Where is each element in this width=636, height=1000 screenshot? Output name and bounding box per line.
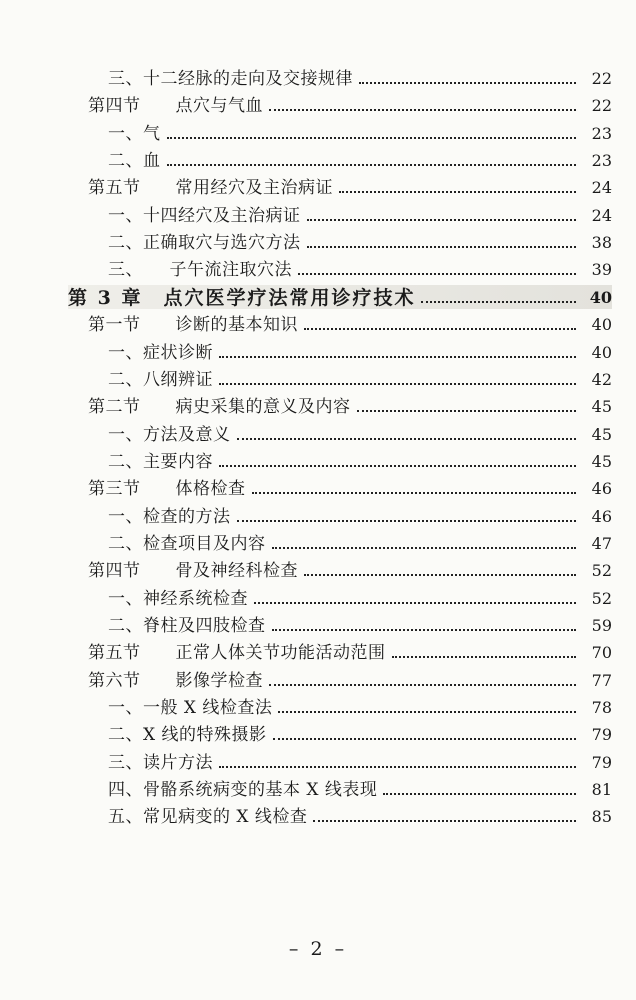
- page-number: – 2 –: [288, 938, 348, 960]
- dot-leader: [237, 438, 577, 440]
- toc-label: 五、常见病变的 X 线检查: [108, 807, 308, 828]
- dot-leader: [383, 793, 576, 795]
- toc-page-number: 23: [591, 123, 612, 143]
- toc-subsection: [108, 148, 612, 172]
- dot-leader: [269, 684, 576, 686]
- toc-section: [88, 394, 612, 418]
- toc-label: 二、脊柱及四肢检查: [108, 616, 266, 636]
- dot-leader: [219, 383, 576, 385]
- dot-leader: [278, 711, 576, 713]
- toc-subsection: [108, 504, 612, 528]
- dot-leader: [219, 356, 576, 358]
- toc-page-number: 77: [591, 670, 612, 690]
- toc-label: 二、检查项目及内容: [108, 533, 266, 554]
- toc-subsection: [108, 531, 612, 555]
- toc-subsection: [108, 695, 612, 719]
- toc-section: [88, 640, 612, 664]
- toc-label: 第四节 点穴与气血: [88, 96, 263, 117]
- toc-page-number: 46: [591, 506, 612, 526]
- toc-page-number: 59: [591, 616, 612, 635]
- dot-leader: [307, 219, 577, 221]
- dot-leader: [272, 629, 577, 631]
- toc-label: 一、一般 X 线检查法: [108, 698, 273, 719]
- dot-leader: [237, 520, 577, 522]
- toc-page-number: 85: [591, 807, 612, 827]
- toc-label: 第六节 影像学检查: [88, 670, 263, 691]
- toc-label: 第一节 诊断的基本知识: [88, 315, 298, 336]
- toc-page-number: 78: [591, 698, 612, 718]
- toc-page-number: 47: [591, 533, 612, 553]
- dot-leader: [313, 820, 576, 822]
- dot-leader: [219, 766, 576, 768]
- toc-subsection: [108, 66, 612, 90]
- toc-page-number: 45: [591, 451, 612, 471]
- toc-label: 二、X 线的特殊摄影: [108, 725, 267, 746]
- toc-page-number: 70: [591, 643, 612, 663]
- toc-subsection: [108, 750, 612, 774]
- toc-section: [88, 668, 612, 692]
- toc-label: 二、八纲辨证: [108, 369, 213, 390]
- toc-subsection: [108, 422, 612, 446]
- dot-leader: [167, 164, 577, 166]
- toc-subsection: [108, 722, 612, 746]
- toc-label: 第 3 章 点穴医学疗法常用诊疗技术: [68, 286, 416, 309]
- toc-page-number: 40: [589, 287, 612, 307]
- toc-chapter: [68, 285, 612, 309]
- toc-page-number: 46: [591, 479, 612, 499]
- toc-label: 二、主要内容: [108, 451, 213, 472]
- toc-section: [88, 175, 612, 199]
- toc-page-number: 79: [591, 752, 612, 772]
- toc-section: [88, 476, 612, 500]
- toc-page-number: 40: [591, 342, 612, 362]
- toc-section: [88, 558, 612, 582]
- dot-leader: [298, 273, 576, 275]
- dot-leader: [359, 82, 576, 84]
- toc-label: 第四节 骨及神经科检查: [88, 561, 298, 582]
- toc-page-number: 38: [591, 233, 612, 253]
- toc-page-number: 24: [591, 205, 612, 225]
- toc-label: 四、骨骼系统病变的基本 X 线表现: [108, 780, 378, 801]
- toc-page-number: 45: [591, 424, 612, 444]
- toc-page-number: 40: [591, 315, 612, 335]
- toc-subsection: [108, 340, 612, 364]
- dot-leader: [304, 328, 576, 330]
- toc-page-number: 45: [591, 397, 612, 417]
- toc-subsection: [108, 586, 612, 610]
- dot-leader: [273, 738, 576, 740]
- toc-subsection: [108, 121, 612, 145]
- toc-subsection: [108, 203, 612, 227]
- dot-leader: [252, 492, 577, 494]
- toc-subsection: [108, 804, 612, 828]
- toc-page-number: 42: [591, 369, 612, 389]
- toc-page-number: 81: [591, 780, 612, 800]
- toc-page-number: 24: [591, 178, 612, 198]
- dot-leader: [269, 109, 576, 111]
- dot-leader: [254, 602, 576, 604]
- toc-label: 三、十二经脉的走向及交接规律: [108, 69, 353, 89]
- toc-page-number: 52: [591, 588, 612, 608]
- toc-label: 一、症状诊断: [108, 342, 213, 363]
- toc-label: 第五节 正常人体关节功能活动范围: [88, 643, 386, 664]
- toc-label: 一、神经系统检查: [108, 588, 248, 609]
- toc-page-number: 39: [591, 260, 612, 280]
- toc-subsection: [108, 449, 612, 473]
- toc-label: 一、气: [108, 123, 161, 144]
- toc-subsection: [108, 367, 612, 391]
- toc-subsection: [108, 257, 612, 281]
- toc-label: 三、 子午流注取穴法: [108, 260, 292, 281]
- toc-section: [88, 93, 612, 117]
- toc-label: 第五节 常用经穴及主治病证: [88, 178, 333, 199]
- toc-page-number: 79: [591, 725, 612, 745]
- toc-label: 第二节 病史采集的意义及内容: [88, 397, 351, 418]
- dot-leader: [421, 301, 576, 303]
- dot-leader: [307, 246, 577, 248]
- toc-page-number: 22: [591, 69, 612, 88]
- toc-label: 二、血: [108, 151, 161, 172]
- toc-section: [88, 312, 612, 336]
- dot-leader: [392, 656, 577, 658]
- toc-label: 一、十四经穴及主治病证: [108, 205, 301, 226]
- toc-label: 第三节 体格检查: [88, 479, 246, 500]
- toc-label: 一、方法及意义: [108, 424, 231, 445]
- toc-page-number: 52: [591, 561, 612, 581]
- dot-leader: [339, 191, 576, 193]
- dot-leader: [357, 410, 577, 412]
- toc-label: 三、读片方法: [108, 752, 213, 773]
- toc-page-number: 23: [591, 151, 612, 171]
- toc-page-number: 22: [591, 96, 612, 116]
- dot-leader: [167, 137, 577, 139]
- toc-subsection: [108, 230, 612, 254]
- dot-leader: [272, 547, 577, 549]
- dot-leader: [219, 465, 576, 467]
- toc-subsection: [108, 777, 612, 801]
- toc-label: 一、检查的方法: [108, 506, 231, 527]
- toc-label: 二、正确取穴与选穴方法: [108, 233, 301, 254]
- dot-leader: [304, 574, 576, 576]
- toc-subsection: [108, 613, 612, 637]
